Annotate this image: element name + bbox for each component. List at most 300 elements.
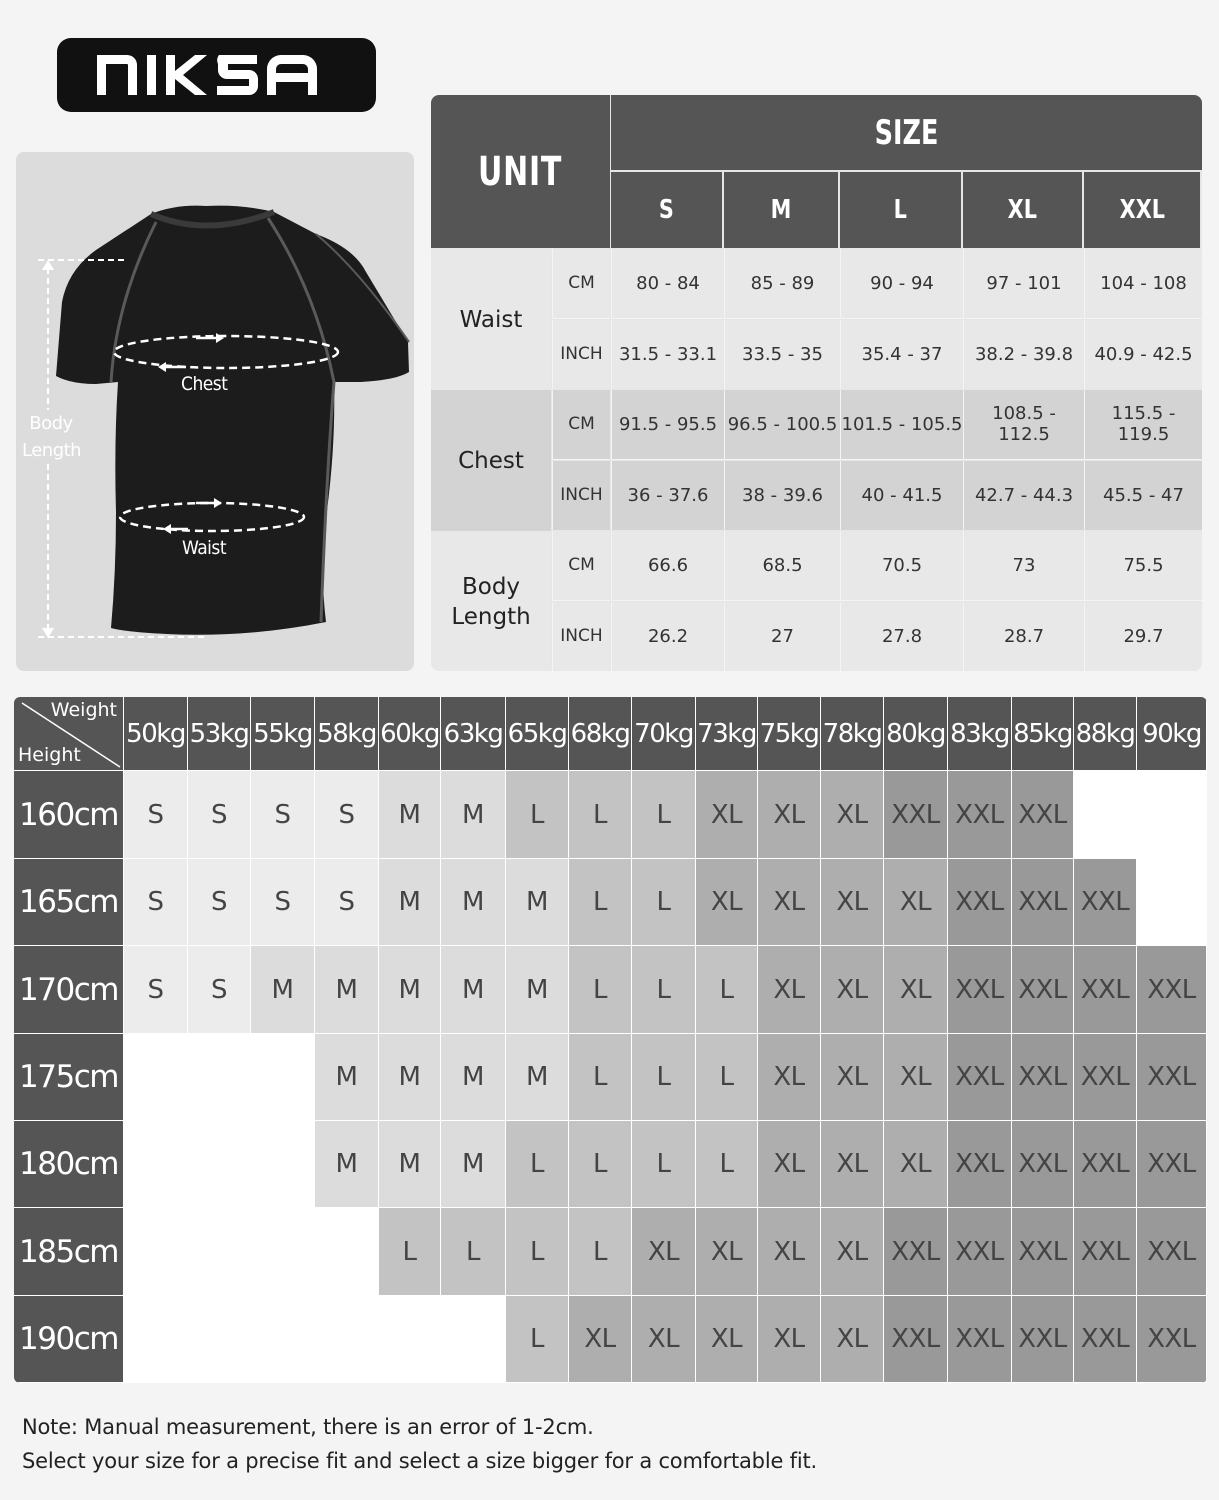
size-value-cell-text: 96.5 - 100.5 xyxy=(727,413,838,435)
size-cell-text: L xyxy=(593,1236,607,1267)
size-value-cell xyxy=(611,249,724,319)
body-length-label-line1: Body xyxy=(29,413,73,434)
size-col-l-text: L xyxy=(893,195,908,225)
size-cell xyxy=(251,946,315,1034)
niksa-logo-mark xyxy=(97,51,337,99)
size-value-cell xyxy=(963,249,1084,319)
size-value-cell-text: 31.5 - 33.1 xyxy=(618,343,718,365)
unit-cell xyxy=(552,320,610,390)
size-col-s xyxy=(611,172,722,248)
size-cell xyxy=(821,1121,884,1208)
size-cell-text: XL xyxy=(773,1236,805,1267)
size-cell-text: S xyxy=(274,887,291,917)
weight-header xyxy=(1137,697,1207,771)
size-cell xyxy=(632,1034,696,1121)
size-cell-text: M xyxy=(398,1149,421,1179)
size-cell-text: XXL xyxy=(1018,799,1067,830)
size-cell-text: XL xyxy=(584,1324,616,1354)
size-cell-text: M xyxy=(398,1062,421,1092)
size-cell xyxy=(251,1208,315,1296)
size-cell xyxy=(696,1034,758,1121)
size-cell xyxy=(1137,1296,1207,1383)
size-cell-text: XL xyxy=(836,1062,868,1092)
size-value-cell-text: 33.5 - 35 xyxy=(742,343,823,365)
weight-axis-label: Weight xyxy=(50,699,117,721)
size-cell xyxy=(696,1208,758,1296)
size-cell xyxy=(188,1208,251,1296)
size-cell xyxy=(569,1296,632,1383)
size-cell-text: XL xyxy=(773,1149,805,1179)
weight-height-size-grid xyxy=(14,697,1207,1383)
size-col-m xyxy=(724,172,838,248)
size-cell xyxy=(379,771,441,859)
size-cell xyxy=(379,1208,441,1296)
size-cell xyxy=(124,771,188,859)
size-cell xyxy=(821,1208,884,1296)
size-cell-text: XL xyxy=(836,1149,868,1179)
weight-header xyxy=(1074,697,1137,771)
measure-name-2 xyxy=(431,531,551,671)
size-cell xyxy=(1137,859,1207,946)
weight-header-text: 85kg xyxy=(1013,718,1072,749)
size-cell-text: XXL xyxy=(1080,887,1130,917)
weight-header xyxy=(379,697,441,771)
weight-header xyxy=(441,697,506,771)
weight-header xyxy=(315,697,379,771)
size-cell xyxy=(1074,1034,1137,1121)
size-cell xyxy=(821,946,884,1034)
size-cell xyxy=(1137,771,1207,859)
size-cell-text: M xyxy=(335,1149,358,1179)
measure-name-0 xyxy=(431,249,551,390)
size-cell xyxy=(1137,1121,1207,1208)
weight-header-text: 75kg xyxy=(759,718,819,749)
size-value-cell xyxy=(963,531,1084,601)
size-header xyxy=(611,95,1202,170)
size-cell xyxy=(188,1296,251,1383)
size-cell-text: L xyxy=(656,974,671,1005)
size-cell xyxy=(569,859,632,946)
size-col-m-text: M xyxy=(770,195,792,225)
size-cell xyxy=(506,1208,569,1296)
size-cell xyxy=(379,1121,441,1208)
size-cell xyxy=(506,1034,569,1121)
size-value-cell xyxy=(963,461,1084,531)
weight-header xyxy=(821,697,884,771)
size-value-cell xyxy=(611,390,724,460)
size-cell xyxy=(1012,1208,1074,1296)
size-cell xyxy=(251,1121,315,1208)
size-cell xyxy=(251,771,315,859)
size-value-cell-text: 27.8 xyxy=(881,625,923,647)
weight-header xyxy=(632,697,696,771)
height-header-text: 160cm xyxy=(19,796,118,833)
size-cell-text: XXL xyxy=(955,974,1004,1005)
size-cell-text: S xyxy=(147,887,164,917)
size-cell-text: XL xyxy=(899,974,932,1005)
size-cell xyxy=(379,1034,441,1121)
size-cell-text: L xyxy=(656,799,671,830)
size-cell-text: S xyxy=(147,974,164,1005)
size-cell-text: M xyxy=(462,799,484,830)
size-value-cell xyxy=(840,390,963,460)
size-value-cell xyxy=(840,249,963,319)
size-value-cell xyxy=(724,249,840,319)
unit-cell xyxy=(552,461,610,531)
weight-header-text: 83kg xyxy=(950,718,1009,749)
weight-header-text: 53kg xyxy=(189,718,249,749)
unit-cell xyxy=(552,390,610,460)
size-cell-text: XXL xyxy=(955,1236,1004,1267)
size-cell-text: M xyxy=(271,974,294,1005)
size-cell xyxy=(315,771,379,859)
size-cell-text: XXL xyxy=(1147,1062,1196,1092)
size-value-cell-text: 91.5 - 95.5 xyxy=(618,413,718,435)
size-cell xyxy=(948,1121,1012,1208)
weight-header-text: 88kg xyxy=(1075,718,1135,749)
size-cell xyxy=(758,946,821,1034)
size-cell-text: S xyxy=(147,799,164,830)
size-cell-text: XXL xyxy=(1080,1062,1130,1092)
size-cell-text: XL xyxy=(836,1236,868,1267)
size-cell-text: XXL xyxy=(1147,1149,1196,1179)
size-cell-text: L xyxy=(593,1149,607,1179)
size-cell xyxy=(632,946,696,1034)
size-cell-text: M xyxy=(398,887,421,917)
size-cell-text: S xyxy=(210,799,227,830)
unit-cell-text: INCH xyxy=(560,485,603,506)
size-value-cell-text: 68.5 xyxy=(762,554,803,576)
size-cell xyxy=(441,1034,506,1121)
size-value-cell-text: 45.5 - 47 xyxy=(1103,484,1184,506)
size-cell xyxy=(315,1121,379,1208)
size-cell-text: M xyxy=(335,974,358,1005)
size-value-cell xyxy=(724,461,840,531)
measure-name-line: Waist xyxy=(459,306,523,333)
size-cell xyxy=(379,1296,441,1383)
weight-header xyxy=(884,697,948,771)
size-cell xyxy=(632,1121,696,1208)
size-cell xyxy=(948,771,1012,859)
size-cell xyxy=(696,1296,758,1383)
size-cell xyxy=(1012,1034,1074,1121)
size-cell-text: XL xyxy=(710,799,743,830)
size-cell-text: XL xyxy=(710,887,743,917)
height-header-text: 185cm xyxy=(19,1233,118,1270)
size-cell xyxy=(441,859,506,946)
size-cell xyxy=(884,1034,948,1121)
weight-header xyxy=(696,697,758,771)
size-cell-text: M xyxy=(462,1149,484,1179)
size-cell xyxy=(821,1296,884,1383)
size-cell-text: XL xyxy=(773,887,805,917)
size-cell-text: M xyxy=(462,887,484,917)
size-cell xyxy=(124,1121,188,1208)
size-cell xyxy=(758,771,821,859)
size-value-cell-text: 38.2 - 39.8 xyxy=(974,343,1074,365)
size-cell xyxy=(632,1296,696,1383)
size-value-cell xyxy=(724,531,840,601)
size-cell xyxy=(1074,1121,1137,1208)
size-value-cell-text: 97 - 101 xyxy=(986,272,1062,294)
unit-cell xyxy=(552,531,610,601)
waist-label: Waist xyxy=(182,537,227,559)
size-cell-text: L xyxy=(530,1324,544,1354)
size-value-cell-text: 80 - 84 xyxy=(636,272,700,294)
size-cell xyxy=(1074,859,1137,946)
size-cell xyxy=(569,771,632,859)
size-cell xyxy=(884,771,948,859)
size-value-cell-text: 26.2 xyxy=(647,625,689,647)
size-cell-text: L xyxy=(402,1236,417,1267)
size-col-xl-text: XL xyxy=(1007,195,1038,225)
unit-cell-text: CM xyxy=(568,273,595,294)
weight-header-text: 58kg xyxy=(317,718,376,749)
height-header xyxy=(14,771,124,859)
size-cell xyxy=(696,946,758,1034)
size-cell-text: M xyxy=(398,974,421,1005)
size-cell-text: XXL xyxy=(1147,1324,1196,1354)
size-value-cell xyxy=(963,602,1084,672)
size-value-cell xyxy=(1084,531,1202,601)
size-value-cell-text: 70.5 xyxy=(881,554,923,576)
size-cell-text: XXL xyxy=(1147,974,1196,1005)
size-cell xyxy=(821,771,884,859)
height-axis-label: Height xyxy=(18,744,81,766)
size-cell-text: XXL xyxy=(891,799,940,830)
size-value-cell xyxy=(1084,461,1202,531)
size-cell-text: XL xyxy=(773,1062,805,1092)
weight-header-text: 63kg xyxy=(443,718,503,749)
size-cell-text: XXL xyxy=(1018,887,1067,917)
size-cell xyxy=(441,946,506,1034)
size-cell xyxy=(948,1034,1012,1121)
size-cell-text: L xyxy=(656,887,671,917)
weight-header-text: 68kg xyxy=(570,718,630,749)
size-value-cell-text: 104 - 108 xyxy=(1100,272,1187,294)
weight-header-text: 73kg xyxy=(697,718,756,749)
grid-corner xyxy=(14,697,124,771)
size-value-cell xyxy=(1084,320,1202,390)
size-cell xyxy=(124,1034,188,1121)
unit-header xyxy=(431,95,610,248)
unit-cell-text: CM xyxy=(568,555,595,576)
size-cell xyxy=(506,771,569,859)
size-cell-text: XXL xyxy=(955,1062,1004,1092)
size-cell-text: M xyxy=(398,799,421,830)
measure-name-line: Length xyxy=(451,603,531,630)
size-cell xyxy=(124,859,188,946)
size-cell-text: XXL xyxy=(1080,1236,1130,1267)
size-cell-text: XL xyxy=(836,799,868,830)
size-cell-text: L xyxy=(719,974,734,1005)
size-cell-text: XXL xyxy=(1080,1324,1130,1354)
measure-name-line: Chest xyxy=(458,447,524,474)
unit-cell-text: INCH xyxy=(560,626,603,647)
size-cell-text: XXL xyxy=(1018,1236,1067,1267)
size-cell-text: XL xyxy=(773,974,805,1005)
size-col-l xyxy=(840,172,961,248)
height-header xyxy=(14,1296,124,1383)
height-header xyxy=(14,946,124,1034)
size-cell xyxy=(948,1296,1012,1383)
unit-header-text: UNIT xyxy=(478,148,563,195)
size-cell xyxy=(506,946,569,1034)
size-cell-text: M xyxy=(526,1062,548,1092)
size-value-cell-text: 101.5 - 105.5 xyxy=(841,413,963,435)
unit-cell xyxy=(552,249,610,319)
size-cell-text: L xyxy=(530,1236,544,1267)
size-cell xyxy=(1012,946,1074,1034)
size-value-cell-text: 28.7 xyxy=(1003,625,1045,647)
size-cell-text: L xyxy=(593,974,607,1005)
size-cell xyxy=(441,1296,506,1383)
weight-header-text: 90kg xyxy=(1142,718,1201,749)
size-value-cell-text: 29.7 xyxy=(1123,625,1164,647)
size-cell-text: XL xyxy=(710,1236,743,1267)
size-cell xyxy=(1074,1296,1137,1383)
size-cell-text: XL xyxy=(899,1149,932,1179)
height-header xyxy=(14,1208,124,1296)
size-cell xyxy=(1074,1208,1137,1296)
size-cell xyxy=(758,1121,821,1208)
size-value-cell-text: 90 - 94 xyxy=(870,272,934,294)
size-cell-text: XL xyxy=(836,974,868,1005)
size-cell xyxy=(506,859,569,946)
size-cell-text: XXL xyxy=(1147,1236,1196,1267)
measure-name-1 xyxy=(431,390,551,531)
size-cell xyxy=(569,1208,632,1296)
brand-logo xyxy=(57,38,376,112)
size-cell xyxy=(758,1208,821,1296)
weight-header xyxy=(569,697,632,771)
size-cell xyxy=(124,1208,188,1296)
size-cell xyxy=(188,1121,251,1208)
size-value-cell xyxy=(840,531,963,601)
unit-cell-text: CM xyxy=(568,414,595,435)
size-cell xyxy=(696,859,758,946)
size-value-cell xyxy=(611,602,724,672)
size-cell-text: XL xyxy=(647,1236,680,1267)
size-cell-text: XL xyxy=(710,1324,743,1354)
size-cell xyxy=(821,859,884,946)
size-cell xyxy=(884,859,948,946)
height-header xyxy=(14,1034,124,1121)
size-value-cell xyxy=(963,320,1084,390)
size-cell-text: XXL xyxy=(955,799,1004,830)
size-cell xyxy=(315,1034,379,1121)
size-value-cell xyxy=(1084,249,1202,319)
size-value-cell xyxy=(724,390,840,460)
size-value-cell-text: 35.4 - 37 xyxy=(861,343,943,365)
note-line-2: Select your size for a precise fit and select a size bigger for a comfortable fit. xyxy=(22,1449,817,1473)
weight-header xyxy=(506,697,569,771)
size-cell xyxy=(188,1034,251,1121)
size-col-xl xyxy=(963,172,1082,248)
body-length-label xyxy=(22,410,80,464)
size-cell xyxy=(1012,1296,1074,1383)
size-cell xyxy=(188,859,251,946)
size-cell xyxy=(948,859,1012,946)
size-cell xyxy=(1012,771,1074,859)
size-cell-text: L xyxy=(593,887,607,917)
size-value-cell-text: 27 xyxy=(771,625,794,647)
size-cell xyxy=(124,1296,188,1383)
size-value-cell-text: 73 xyxy=(1012,554,1036,576)
size-cell-text: XL xyxy=(647,1324,680,1354)
size-cell xyxy=(188,946,251,1034)
size-cell xyxy=(506,1296,569,1383)
weight-header-text: 80kg xyxy=(886,718,945,749)
size-value-cell-text: 66.6 xyxy=(647,554,689,576)
height-header-text: 165cm xyxy=(19,884,118,920)
measure-name-line: Body xyxy=(461,573,521,600)
size-cell-text: XXL xyxy=(891,1236,940,1267)
size-value-cell xyxy=(1084,390,1202,460)
size-cell-text: XL xyxy=(899,887,932,917)
size-cell xyxy=(1137,1034,1207,1121)
size-cell-text: L xyxy=(593,1062,607,1092)
size-cell xyxy=(441,1121,506,1208)
size-value-cell xyxy=(724,320,840,390)
size-value-cell-text: 36 - 37.6 xyxy=(627,484,709,506)
size-value-cell-text: 108.5 - 112.5 xyxy=(992,403,1056,446)
size-cell xyxy=(632,771,696,859)
size-cell xyxy=(696,771,758,859)
size-cell-text: M xyxy=(462,974,484,1005)
size-cell-text: L xyxy=(719,1149,734,1179)
size-value-cell xyxy=(840,602,963,672)
weight-header xyxy=(948,697,1012,771)
note-line-1: Note: Manual measurement, there is an error of 1-2cm. xyxy=(22,1415,594,1439)
unit-cell-text: INCH xyxy=(560,344,603,365)
weight-header-text: 60kg xyxy=(380,718,439,749)
size-value-cell-text: 40 - 41.5 xyxy=(861,484,943,506)
size-cell xyxy=(948,1208,1012,1296)
size-cell-text: S xyxy=(274,799,291,830)
weight-header-text: 50kg xyxy=(126,718,185,749)
unit-cell xyxy=(552,602,610,672)
size-cell xyxy=(632,859,696,946)
size-cell xyxy=(758,859,821,946)
size-cell-text: XXL xyxy=(1080,1149,1130,1179)
size-cell xyxy=(379,946,441,1034)
size-cell-text: L xyxy=(593,799,607,830)
size-cell-text: L xyxy=(719,1062,734,1092)
size-cell-text: XXL xyxy=(1018,974,1067,1005)
size-cell-text: XXL xyxy=(1080,974,1130,1005)
size-cell xyxy=(569,1034,632,1121)
size-cell-text: XL xyxy=(836,1324,868,1354)
size-value-cell xyxy=(1084,602,1202,672)
size-col-xxl-text: XXL xyxy=(1119,195,1165,225)
size-cell-text: XXL xyxy=(1018,1062,1067,1092)
weight-header-text: 55kg xyxy=(253,718,312,749)
size-value-cell xyxy=(611,320,724,390)
size-measurement-table xyxy=(431,95,1202,671)
size-cell-text: M xyxy=(526,887,548,917)
size-cell xyxy=(1074,771,1137,859)
height-header xyxy=(14,859,124,946)
size-cell-text: XXL xyxy=(955,1149,1004,1179)
weight-header-text: 70kg xyxy=(634,718,693,749)
chest-label: Chest xyxy=(181,373,228,395)
body-length-label-line2: Length xyxy=(22,440,82,461)
size-cell-text: L xyxy=(466,1236,480,1267)
size-cell xyxy=(251,1296,315,1383)
size-cell xyxy=(884,1296,948,1383)
size-cell xyxy=(1012,1121,1074,1208)
